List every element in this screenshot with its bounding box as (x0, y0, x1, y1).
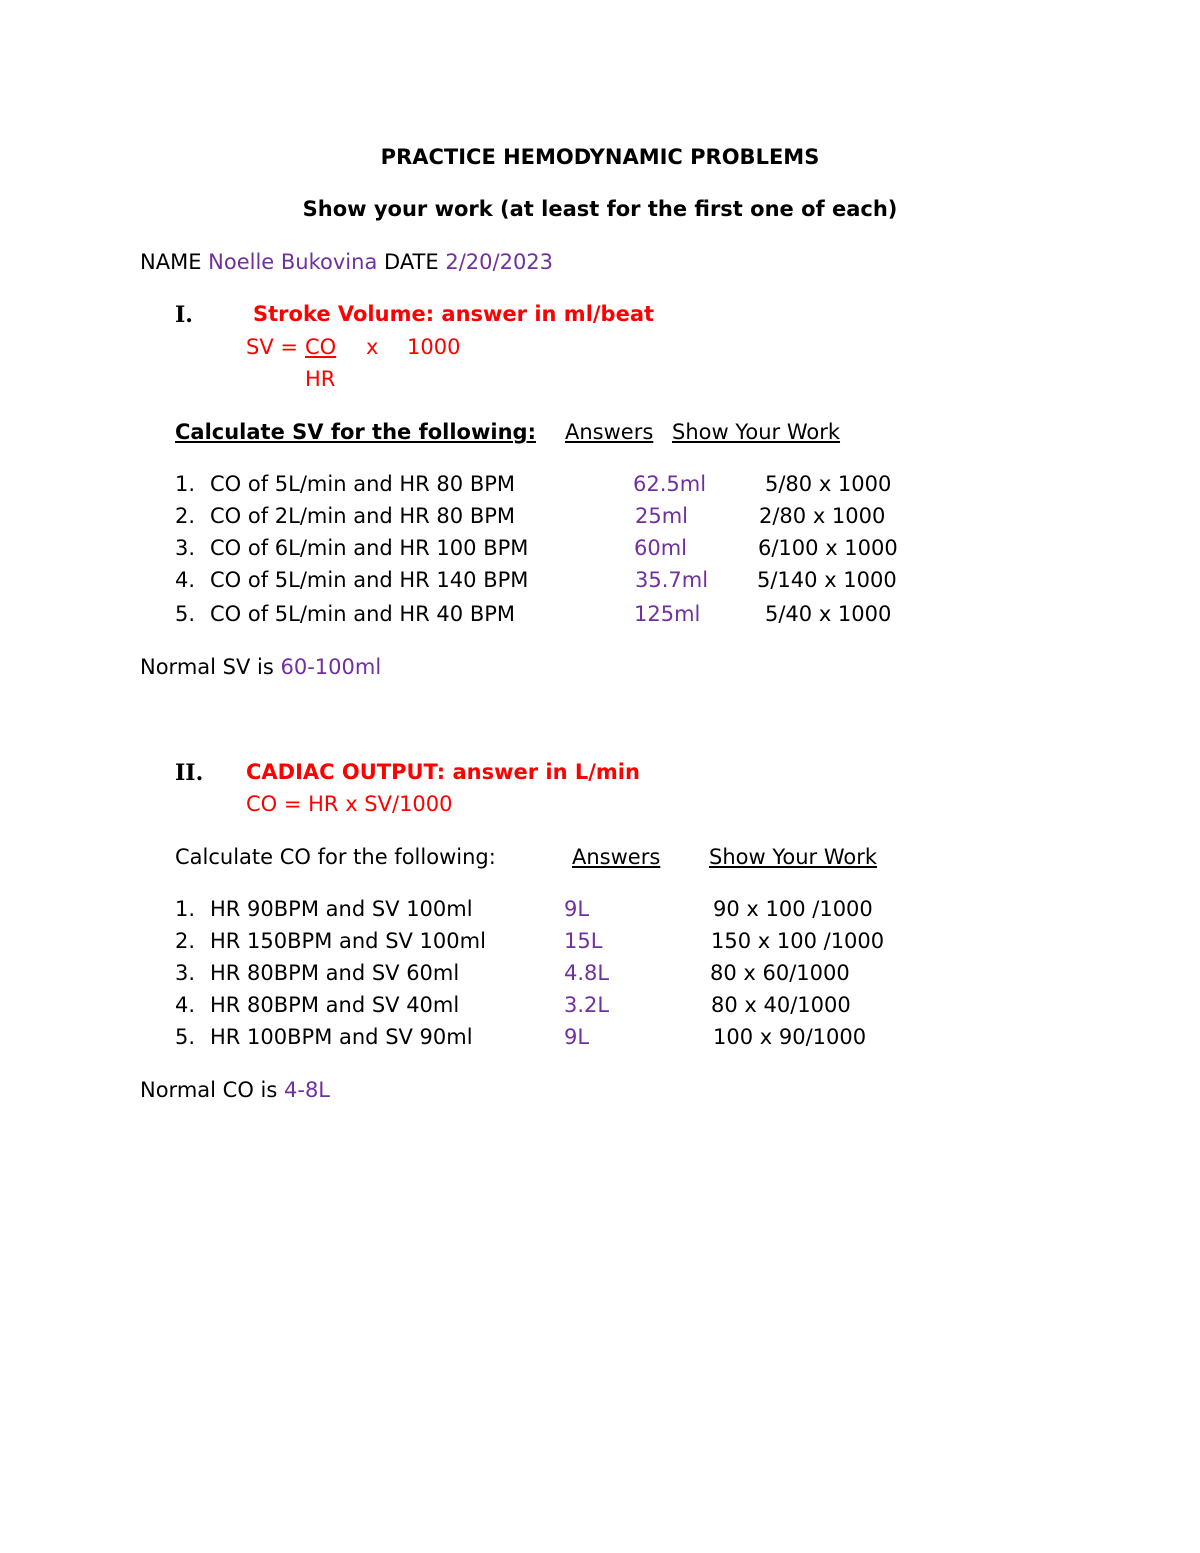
normal-co-label: Normal CO is (140, 1078, 278, 1102)
co-work-header: Show Your Work (709, 845, 878, 869)
normal-co-value: 4-8L (284, 1078, 330, 1102)
name-date-line (140, 250, 553, 275)
co-formula: CO = HR x SV/1000 (246, 792, 453, 816)
normal-sv-label: Normal SV is (140, 655, 274, 679)
co-prompt: Calculate CO for the following: (175, 845, 496, 869)
document-page: PRACTICE HEMODYNAMIC PROBLEMS Show your work (at least for the first one of each) NAME Noelle Bukovina DATE 2/20/2023 I. Stroke Volume: answer in ml/beat SV = CO x 1000 HR Calculate SV for the following: Answers Show Your Work 1. CO of 5L/min and HR 80 BPM 62.5ml 5/80 x 1000 2. CO of 2L/min and HR 80 BPM 25ml 2/80 x 1000 3. CO of 6L/min and HR 100 BPM 60ml 6/100 x 1000 4. CO of 5L/min and HR 140 BPM 35.7ml 5/140 x 1000 5. CO of 5L/min and HR 40 BPM 125ml 5/40 x 1000 Normal SV is 60-100ml II. CADIAC OUTPUT: answer in L/min CO = HR x SV/1000 Calculate CO for the following: Answers Show Your Work 1. HR 90BPM and SV 100ml 9L 90 x 100 /1000 2. HR 150BPM and SV 100ml 15L 150 x 100 /1000 3. HR 80BPM and SV 60ml 4.8L 80 x 60/1000 4. HR 80BPM and SV 40ml 3.2L 80 x 40/1000 5. HR 100BPM and SV 90ml 9L 100 x 90/1000 Normal CO is 4-8L (0, 0, 1200, 1553)
normal-co-line (140, 1078, 330, 1103)
normal-sv-line (140, 655, 381, 680)
sv-formula-lhs: SV = (246, 335, 298, 359)
section1-numeral: I. (175, 302, 193, 328)
name-value: Noelle Bukovina (208, 250, 378, 274)
normal-sv-value: 60-100ml (280, 655, 382, 679)
sv-answers-header: Answers (565, 420, 654, 444)
date-label: DATE (384, 250, 439, 274)
sv-formula-factor: 1000 (407, 335, 461, 359)
co-answers-header: Answers (572, 845, 661, 869)
section2-numeral: II. (175, 760, 204, 786)
document-title: PRACTICE HEMODYNAMIC PROBLEMS (380, 145, 820, 169)
sv-formula-numerator: CO (305, 335, 337, 359)
sv-work-header: Show Your Work (672, 420, 841, 444)
section1-heading: Stroke Volume: answer in ml/beat (253, 302, 655, 326)
name-label: NAME (140, 250, 202, 274)
section2-heading: CADIAC OUTPUT: answer in L/min (246, 760, 640, 784)
document-subtitle: Show your work (at least for the first one of each) (302, 197, 898, 221)
sv-prompt: Calculate SV for the following: (175, 420, 536, 444)
sv-formula-operator: x (366, 335, 379, 359)
date-value: 2/20/2023 (445, 250, 554, 274)
sv-formula-denominator: HR (305, 367, 336, 391)
